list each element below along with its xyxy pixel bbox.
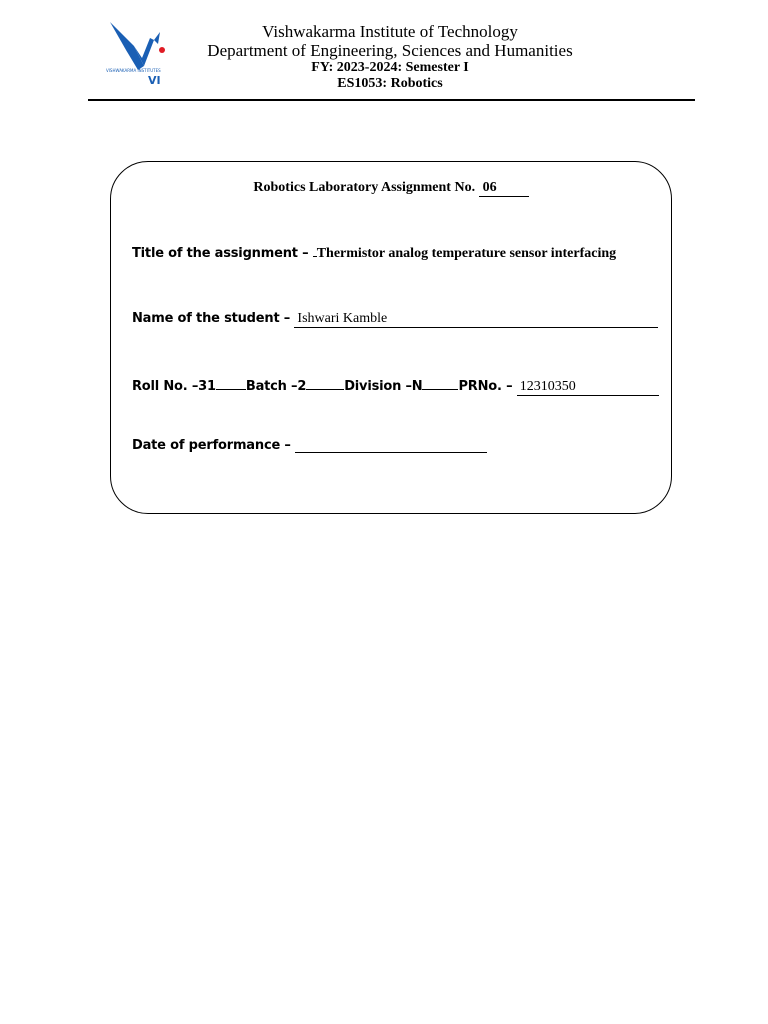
batch-value: 2 — [297, 379, 307, 394]
division-label: Division – — [344, 379, 412, 394]
student-row — [132, 311, 658, 328]
division-blank — [422, 375, 458, 390]
department-name: Department of Engineering, Sciences and Humanities — [207, 41, 573, 60]
student-label: Name of the student – — [132, 311, 291, 326]
date-row — [132, 437, 487, 453]
title-value: Thermistor analog temperature sensor interfacing — [316, 246, 617, 261]
student-name: Ishwari Kamble — [294, 311, 658, 328]
title-label: Title of the assignment – — [132, 246, 309, 261]
prn-value: 12310350 — [517, 379, 659, 396]
svg-text:VI: VI — [148, 74, 161, 87]
course-code: ES1053: Robotics — [337, 76, 443, 91]
assignment-heading-label: Robotics Laboratory Assignment No. — [253, 180, 476, 195]
batch-blank — [306, 375, 344, 390]
document-header — [160, 22, 620, 92]
title-row — [132, 246, 616, 262]
prn-label: PRNo. – — [458, 379, 513, 394]
roll-blank — [216, 375, 246, 390]
institute-name: Vishwakarma Institute of Technology — [262, 22, 518, 41]
roll-label: Roll No. – — [132, 379, 199, 394]
date-value — [295, 437, 487, 453]
svg-text:VISHWAKARMA INSTITUTES: VISHWAKARMA INSTITUTES — [106, 68, 161, 73]
academic-year: FY: 2023-2024: Semester I — [311, 60, 469, 75]
assignment-heading — [111, 180, 671, 197]
roll-row — [132, 375, 659, 396]
roll-value: 31 — [198, 379, 216, 394]
division-value: N — [411, 379, 423, 394]
date-label: Date of performance – — [132, 438, 291, 453]
assignment-number: 06 — [479, 180, 529, 197]
assignment-info-box — [110, 161, 672, 514]
batch-label: Batch – — [245, 379, 298, 394]
header-divider — [88, 99, 695, 101]
